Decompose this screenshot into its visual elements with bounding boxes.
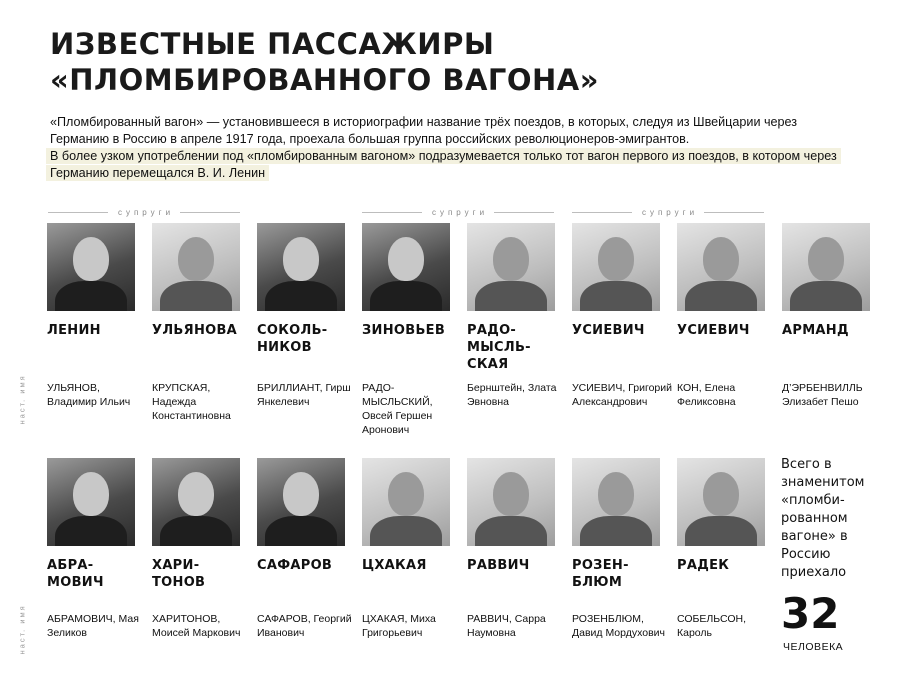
person-card bbox=[257, 223, 352, 356]
person-surname: ЦХАКАЯ bbox=[362, 558, 427, 573]
portrait-photo bbox=[152, 458, 240, 546]
person-card bbox=[572, 458, 667, 591]
person-real-name: УСИЕВИЧ, Григорий Александрович bbox=[572, 382, 672, 408]
spouse-line-left bbox=[572, 212, 632, 213]
person-real-name: КРУПСКАЯ, Надежда Константиновна bbox=[152, 382, 231, 422]
person-card bbox=[362, 223, 457, 339]
spouse-line-right bbox=[494, 212, 554, 213]
side-label-row-2: наст. имя bbox=[17, 604, 27, 655]
person-card bbox=[257, 458, 352, 574]
spouse-line-right bbox=[180, 212, 240, 213]
person-card bbox=[467, 458, 562, 574]
person-real-name: КОН, Елена Феликсовна bbox=[677, 382, 736, 408]
person-surname: УСИЕВИЧ bbox=[677, 323, 750, 338]
person-card bbox=[362, 458, 457, 574]
intro-paragraph: «Пломбированный вагон» — установившееся в историографии название трёх поездов, в которых, следуя из Швейцарии через Германию в Россию в апреле 1917 года, проехала большая группа российских революционеров-эмигрантов. bbox=[50, 115, 798, 146]
person-surname: СОКОЛЬ-НИКОВ bbox=[257, 323, 328, 355]
portrait-photo bbox=[257, 223, 345, 311]
portrait-photo bbox=[362, 223, 450, 311]
person-real-name: УЛЬЯНОВ, Владимир Ильич bbox=[47, 382, 131, 408]
spouse-label: супруги bbox=[117, 207, 175, 217]
person-real-name: АБРАМОВИЧ, Мая Зеликов bbox=[47, 613, 139, 639]
person-surname: УСИЕВИЧ bbox=[572, 323, 645, 338]
total-number: 32 bbox=[781, 589, 840, 638]
side-label-row-1: наст. имя bbox=[17, 374, 27, 425]
person-surname: РОЗЕН-БЛЮМ bbox=[572, 558, 629, 590]
spouse-label: супруги bbox=[641, 207, 699, 217]
person-card bbox=[782, 223, 877, 339]
person-surname: РАВВИЧ bbox=[467, 558, 530, 573]
person-real-name: СОБЕЛЬСОН, Кароль bbox=[677, 613, 746, 639]
person-surname: САФАРОВ bbox=[257, 558, 333, 573]
person-real-name: РОЗЕНБЛЮМ, Давид Мордухович bbox=[572, 613, 666, 639]
person-surname: ЛЕНИН bbox=[47, 323, 101, 338]
spouse-group-3 bbox=[572, 203, 764, 221]
title-line-2: «ПЛОМБИРОВАННОГО ВАГОНА» bbox=[50, 63, 599, 97]
portrait-photo bbox=[47, 458, 135, 546]
intro-text bbox=[50, 114, 850, 182]
person-surname: ХАРИ-ТОНОВ bbox=[152, 558, 206, 590]
spouse-label: супруги bbox=[431, 207, 489, 217]
person-real-name: САФАРОВ, Георгий Иванович bbox=[257, 613, 352, 639]
person-surname: УЛЬЯНОВА bbox=[152, 323, 238, 338]
person-card bbox=[467, 223, 562, 373]
portrait-photo bbox=[467, 223, 555, 311]
person-surname: АБРА-МОВИЧ bbox=[47, 558, 104, 590]
person-surname: РАДЕК bbox=[677, 558, 730, 573]
page-title bbox=[50, 26, 599, 98]
intro-highlight bbox=[50, 148, 850, 182]
person-real-name: РАДО-МЫСЛЬСКИЙ, Овсей Гершен Аронович bbox=[362, 382, 433, 436]
person-real-name: БРИЛЛИАНТ, Гирш Янкелевич bbox=[257, 382, 351, 408]
portrait-photo bbox=[467, 458, 555, 546]
person-card bbox=[152, 458, 247, 591]
intro-highlight-text: В более узком употреблении под «пломбированным вагоном» подразумевается только тот вагон первого из поездов, в котором через Германию перемещался В. И. Ленин bbox=[46, 148, 841, 181]
portrait-photo bbox=[257, 458, 345, 546]
portrait-photo bbox=[572, 223, 660, 311]
person-card bbox=[47, 458, 142, 591]
spouse-line-left bbox=[48, 212, 108, 213]
portrait-photo bbox=[47, 223, 135, 311]
portrait-photo bbox=[677, 458, 765, 546]
portrait-photo bbox=[677, 223, 765, 311]
portrait-photo bbox=[152, 223, 240, 311]
total-unit: ЧЕЛОВЕКА bbox=[783, 641, 844, 653]
person-real-name: ХАРИТОНОВ, Моисей Маркович bbox=[152, 613, 241, 639]
person-card bbox=[677, 458, 772, 574]
person-card bbox=[47, 223, 142, 339]
person-card bbox=[152, 223, 247, 339]
portrait-photo bbox=[362, 458, 450, 546]
person-real-name: РАВВИЧ, Сарра Наумовна bbox=[467, 613, 546, 639]
portrait-photo bbox=[782, 223, 870, 311]
spouse-line-left bbox=[362, 212, 422, 213]
title-line-1: ИЗВЕСТНЫЕ ПАССАЖИРЫ bbox=[50, 27, 495, 61]
person-surname: АРМАНД bbox=[782, 323, 849, 338]
spouse-group-1 bbox=[48, 203, 240, 221]
spouse-line-right bbox=[704, 212, 764, 213]
person-real-name: Бернштейн, Злата Эвновна bbox=[467, 382, 557, 408]
person-real-name: Д’ЭРБЕНВИЛЛЬ Элизабет Пешо bbox=[782, 382, 863, 408]
person-card bbox=[677, 223, 772, 339]
total-caption: Всего в знаменитом «пломби-рованном вагоне» в Россию приехало bbox=[781, 457, 865, 580]
person-card bbox=[572, 223, 667, 339]
portrait-photo bbox=[572, 458, 660, 546]
person-real-name: ЦХАКАЯ, Миха Григорьевич bbox=[362, 613, 436, 639]
person-surname: ЗИНОВЬЕВ bbox=[362, 323, 446, 338]
person-surname: РАДО-МЫСЛЬ-СКАЯ bbox=[467, 323, 531, 372]
spouse-group-2 bbox=[362, 203, 554, 221]
